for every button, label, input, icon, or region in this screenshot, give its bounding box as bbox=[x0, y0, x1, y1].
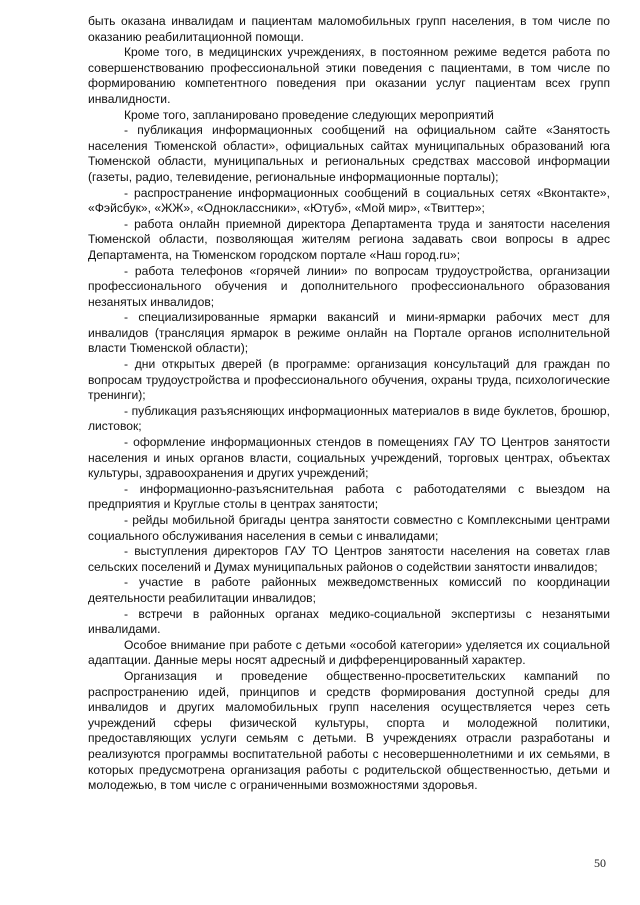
list-item: - работа онлайн приемной директора Департамента труда и занятости населения Тюменской области, позволяющая жителям региона задавать свои вопросы в адрес Департамента, на Тюменском городском портале «Наш город.ru»; bbox=[88, 216, 610, 262]
paragraph: Кроме того, запланировано проведение следующих мероприятий bbox=[124, 107, 494, 122]
list-item: - оформление информационных стендов в помещениях ГАУ ТО Центров занятости населения и иных органов власти, социальных учреждений, торговых центрах, объектах культуры, здравоохранения и других учреждений; bbox=[88, 435, 610, 481]
list-item: - дни открытых дверей (в программе: организация консультаций для граждан по вопросам трудоустройства и профессионального обучения, охраны труда, психологические тренинги); bbox=[88, 357, 610, 403]
list-item: - выступления директоров ГАУ ТО Центров занятости населения на советах глав сельских поселений и Думах муниципальных районов о содействии занятости инвалидов; bbox=[88, 544, 610, 574]
list-item: - публикация разъясняющих информационных материалов в виде буклетов, брошюр, листовок; bbox=[88, 403, 610, 434]
document-body bbox=[88, 14, 610, 794]
paragraph: Особое внимание при работе с детьми «особой категории» уделяется их социальной адаптации. Данные меры носят адресный и дифференцированный характер. bbox=[88, 637, 610, 668]
paragraph: Организация и проведение общественно-просветительских кампаний по распространению идей, принципов и средств формирования доступной среды для инвалидов и других маломобильных групп населения осуществляется через сеть учреждений сферы физической культуры, спорта и молодежной политики, предоставляющих услуги семьям с детьми. В учреждениях отрасли разработаны и реализуются программы воспитательной работы с несовершеннолетними и их семьями, в которых предусмотрена организация работы с родительской общественностью, детьми и молодежью, в том числе с ограниченными возможностями здоровья. bbox=[88, 668, 610, 793]
paragraph: быть оказана инвалидам и пациентам маломобильных групп населения, в том числе по оказанию реабилитационной помощи. bbox=[88, 14, 610, 44]
list-item: - публикация информационных сообщений на официальном сайте «Занятость населения Тюменской области», официальных сайтах муниципальных образований юга Тюменской области, муниципальных и региональных средствах массовой информации (газеты, радио, телевидение, региональные информационные порталы); bbox=[88, 123, 610, 184]
list-item: - рейды мобильной бригады центра занятости совместно с Комплексными центрами социального обслуживания населения в семьи с инвалидами; bbox=[88, 513, 610, 543]
list-item: - распространение информационных сообщений в социальных сетях «Вконтакте», «Фэйсбук», «ЖЖ», «Одноклассники», «Ютуб», «Мой мир», «Твиттер»; bbox=[88, 185, 610, 216]
page-number: 50 bbox=[594, 856, 606, 870]
list-item: - встречи в районных органах медико-социальной экспертизы с незанятыми инвалидами. bbox=[88, 606, 610, 637]
paragraph: Кроме того, в медицинских учреждениях, в постоянном режиме ведется работа по совершенствованию профессиональной этики поведения с пациентами, в том числе по формированию компетентного поведения при оказании услуг пациентам всех групп инвалидности. bbox=[88, 45, 610, 106]
list-item: - информационно-разъяснительная работа с работодателями с выездом на предприятия и Круглые столы в центрах занятости; bbox=[88, 481, 610, 512]
list-item: - работа телефонов «горячей линии» по вопросам трудоустройства, организации профессионального обучения и дополнительного профессионального образования незанятых инвалидов; bbox=[88, 263, 610, 309]
list-item: - специализированные ярмарки вакансий и мини-ярмарки рабочих мест для инвалидов (трансляция ярмарок в режиме онлайн на Портале органов исполнительной власти Тюменской области); bbox=[88, 310, 610, 356]
list-item: - участие в работе районных межведомственных комиссий по координации деятельности реабилитации инвалидов; bbox=[88, 575, 610, 605]
